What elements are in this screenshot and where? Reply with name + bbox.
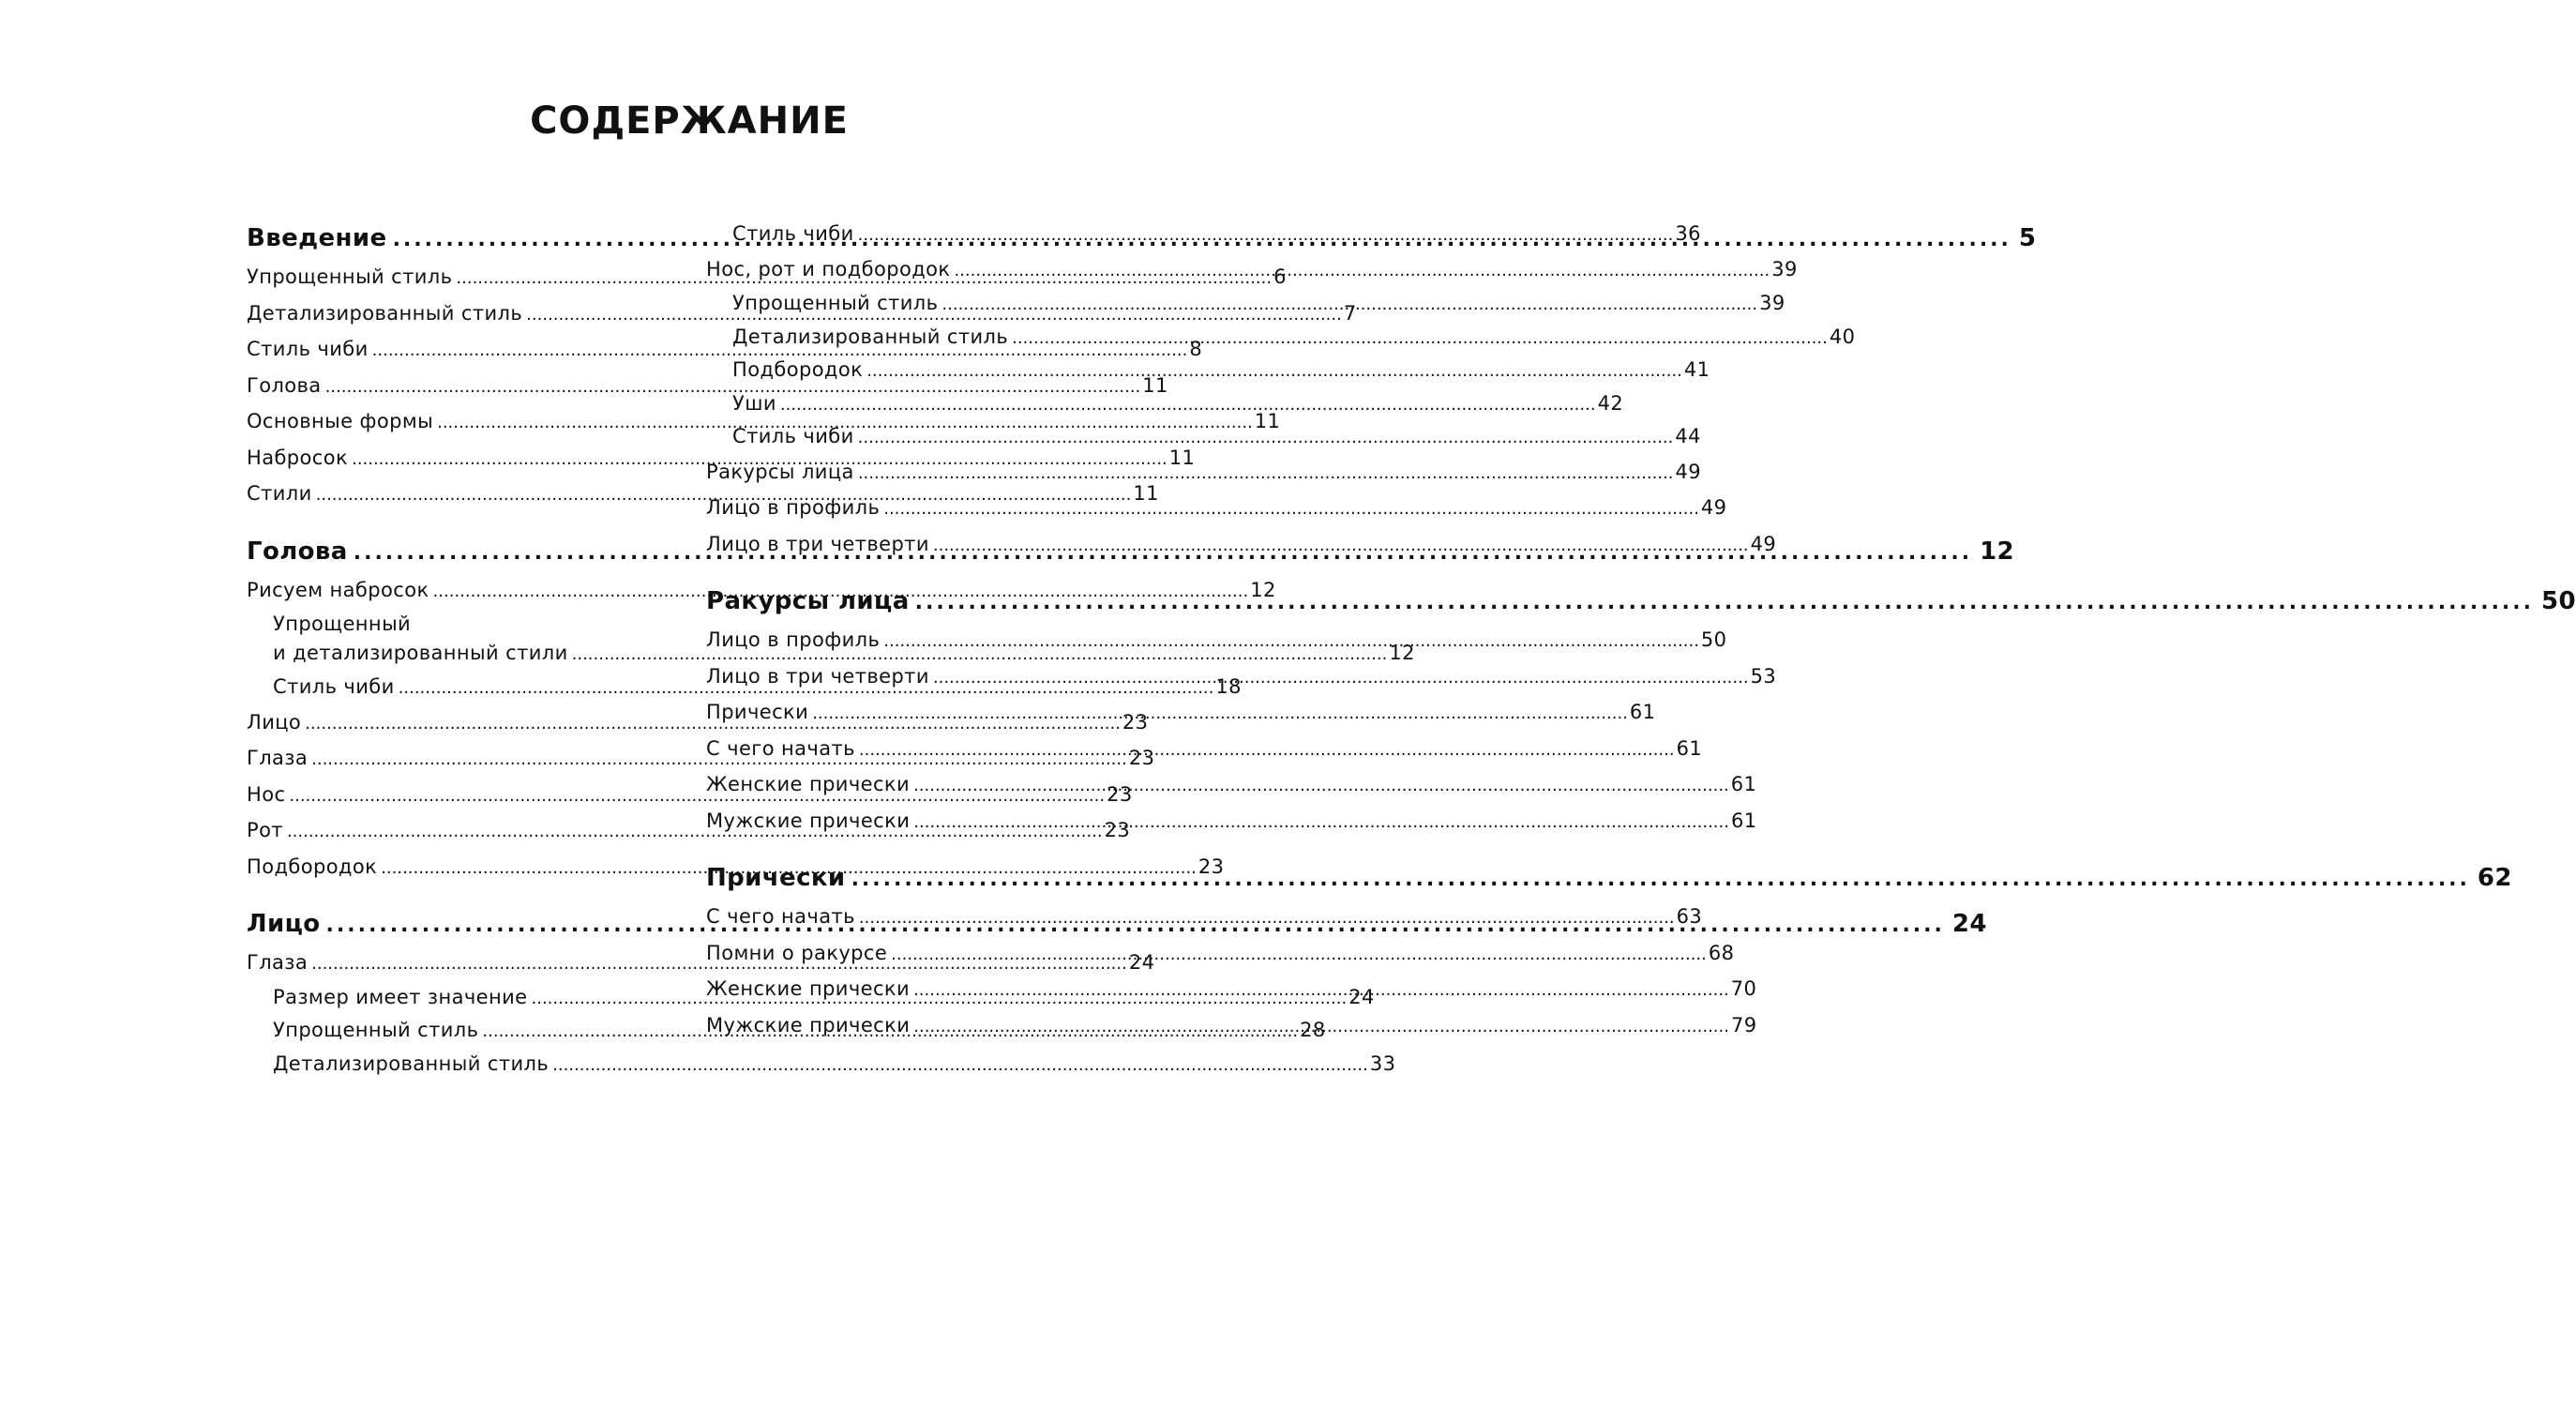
toc-entry-label: Уши [732,391,776,415]
toc-entry-label: Прически [706,701,809,723]
toc-page-number: 28 [1300,1019,1326,1041]
toc-entry-label: Женские прически [706,977,911,1000]
toc-entry[interactable] [706,321,1856,355]
toc-entry-label: Мужские прически [706,809,911,832]
dot-leader [883,624,1699,660]
toc-entry-label: Подбородок [247,855,378,878]
toc-page-number: 68 [1708,941,1735,964]
toc-entry-label: Стиль чиби [273,675,395,698]
toc-page-number: 12 [1250,578,1276,601]
toc-page-number: 50 [1700,628,1727,651]
toc-entry-label: Лицо в профиль [706,496,881,519]
dot-leader [913,768,1729,805]
toc-entry-label: Глаза [247,951,309,974]
toc-page-number: 39 [1771,257,1798,280]
toc-page-number: 62 [2477,864,2512,892]
toc-page-number: 44 [1675,425,1701,447]
dot-leader [780,388,1596,422]
toc-entry-label: Нос [247,782,286,806]
toc-entry-label: Лицо [247,910,321,938]
toc-page-number: 23 [1198,855,1225,878]
toc-entry[interactable] [706,766,1757,803]
toc-entry-label: Введение [247,224,387,252]
toc-entry-label: Ракурсы лица [706,587,910,615]
toc-entry-label: Рисуем набросок [247,578,429,601]
toc-page-number: 23 [1104,819,1131,841]
dot-leader [866,355,1682,388]
toc-page-number: 11 [1168,446,1196,469]
toc-entry-label: Стиль чиби [247,338,369,360]
toc-page-number: 63 [1676,905,1703,928]
toc-entry[interactable] [706,899,1703,935]
dot-leader [858,456,1674,492]
toc-entry-label: Голова [247,537,348,566]
toc-page-number: 79 [1730,1013,1757,1036]
toc-page-number: 23 [1107,782,1133,806]
toc-page-number: 61 [1676,736,1703,760]
dot-leader [859,900,1675,937]
toc-entry[interactable] [706,218,1701,251]
toc-page-number: 33 [1369,1051,1396,1075]
toc-page-number: 11 [1254,410,1281,432]
toc-page-number: 53 [1750,664,1777,688]
toc-entry-label: С чего начать [706,736,855,760]
toc-entry-label-line-text: и детализированный стили [273,642,568,664]
toc-entry-label: Прически [706,864,846,892]
toc-entry[interactable] [706,803,1757,840]
toc-entry-label: Рот [247,819,283,841]
toc-page-number: 50 [2541,587,2576,615]
toc-page-number: 7 [1343,301,1357,325]
toc-page-number: 42 [1597,391,1624,415]
toc-page-number: 18 [1215,675,1242,698]
toc-page-number: 61 [1730,773,1757,795]
toc-page-number: 23 [1128,747,1155,769]
toc-page-number: 11 [1133,482,1159,505]
dot-leader [933,528,1749,565]
toc-entry-label: Ракурсы лица [706,460,854,483]
toc-entry-label: Стиль чиби [732,425,854,447]
toc-entry[interactable] [706,251,1798,288]
dot-leader [913,973,1729,1009]
toc-entry-label: Основные формы [247,410,434,432]
toc-page-number: 12 [1980,537,2015,566]
toc-page-number: 24 [1348,985,1375,1008]
toc-entry[interactable] [706,287,1785,321]
toc-page-number: 24 [1951,910,1987,938]
dot-leader [913,805,1729,841]
toc-entry-label: Мужские прически [706,1013,911,1036]
dot-leader [1012,322,1828,356]
dot-leader [851,859,2470,900]
dot-leader [942,288,1757,322]
toc-entry-label: Нос, рот и подбородок [706,257,951,280]
toc-entry-label: Глаза [247,747,309,769]
toc-entry-label: Голова [247,373,322,397]
toc-entry-label: Детализированный стиль [247,301,523,325]
toc-entry-label: Упрощенный стиль [273,1019,479,1041]
toc-page-number: 40 [1829,325,1856,348]
toc-page-number: 12 [1389,642,1415,664]
dot-leader [915,582,2534,624]
toc-entry-label: Лицо [247,710,302,734]
toc-page-number: 11 [1142,373,1168,397]
dot-leader [883,492,1699,528]
toc-page-number: 49 [1750,532,1777,555]
toc-entry-label: Детализированный стиль [732,325,1009,348]
toc-entry-label: Набросок [247,446,349,469]
toc-page-number: 36 [1675,222,1701,245]
dot-leader [913,1009,1729,1046]
toc-page-number: 49 [1700,496,1727,519]
toc-page-number: 5 [2018,224,2037,252]
toc-entry-label: Размер имеет значение [273,985,528,1008]
toc-entry-label: Лицо в три четверти [706,664,929,688]
dot-leader [858,421,1674,455]
dot-leader [954,253,1770,290]
toc-entry-label: Помни о ракурсе [706,941,888,964]
toc-page-number: 61 [1730,809,1757,832]
toc-entry[interactable] [706,526,1777,563]
toc-page-number: 39 [1759,292,1785,314]
toc-entry[interactable] [247,1048,1396,1082]
dot-leader [891,937,1707,974]
dot-leader [552,1049,1368,1082]
toc-page-number: 70 [1730,977,1757,1000]
toc-page-number: 49 [1675,460,1702,483]
toc-page-number: 61 [1629,701,1656,723]
dot-leader [812,696,1628,733]
dot-leader [859,733,1675,769]
dot-leader [858,219,1674,252]
toc-entry-label: Детализированный стиль [273,1051,550,1075]
toc-entry-label: Упрощенный стиль [732,292,939,314]
toc-entry-label: Стиль чиби [732,222,854,245]
toc-entry-label: Лицо в профиль [706,628,881,651]
toc-entry-label: Стили [247,482,312,505]
toc-entry-label: Упрощенный стиль [247,265,453,288]
toc-page-number: 23 [1122,710,1149,734]
toc-page-number: 41 [1683,358,1710,381]
dot-leader [933,660,1749,697]
toc-entry-label: Подбородок [732,358,864,381]
toc-page-number: 8 [1189,338,1203,360]
toc-page-number: 6 [1273,265,1287,288]
page-title: СОДЕРЖАНИЕ [530,99,849,143]
toc-entry-label: С чего начать [706,905,855,928]
toc-entry-label-line: Упрощенный [273,613,412,635]
toc-page-number: 24 [1128,951,1155,974]
toc-entry-label: Женские прически [706,773,911,795]
toc-entry-label: Лицо в три четверти [706,532,929,555]
